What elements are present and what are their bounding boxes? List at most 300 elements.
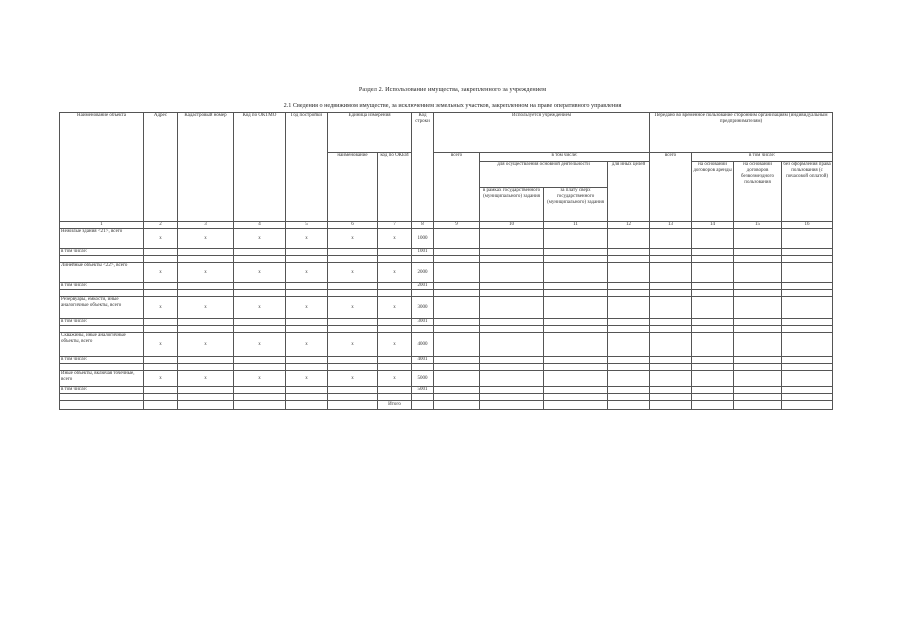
empty-cell xyxy=(378,249,412,256)
empty-cell xyxy=(412,290,434,297)
object-name: Резервуары, емкости, иные аналогичные объекты, всего xyxy=(60,297,144,319)
x-mark: х xyxy=(144,229,178,249)
empty-cell xyxy=(286,256,328,263)
col-name-header: Наименование объекта xyxy=(60,113,144,222)
empty-cell xyxy=(782,290,833,297)
empty-cell xyxy=(544,256,608,263)
empty-cell xyxy=(178,357,234,364)
empty-cell xyxy=(480,290,544,297)
empty-cell xyxy=(434,333,480,357)
sub-row-code: 5001 xyxy=(412,387,434,394)
empty-cell xyxy=(234,394,286,401)
empty-cell xyxy=(650,229,692,249)
empty-cell xyxy=(608,371,650,387)
empty-cell xyxy=(234,290,286,297)
empty-cell xyxy=(60,290,144,297)
row-code: 5000 xyxy=(412,371,434,387)
x-mark: х xyxy=(178,333,234,357)
empty-cell xyxy=(480,263,544,283)
empty-cell xyxy=(692,256,734,263)
col-unit-name-header: наименование xyxy=(328,153,378,222)
empty-cell xyxy=(434,401,480,410)
empty-cell xyxy=(650,290,692,297)
empty-cell xyxy=(144,326,178,333)
empty-cell xyxy=(178,394,234,401)
empty-cell xyxy=(328,326,378,333)
empty-cell xyxy=(692,229,734,249)
sub-row-code: 2001 xyxy=(412,283,434,290)
empty-cell xyxy=(650,401,692,410)
empty-cell xyxy=(782,401,833,410)
empty-cell xyxy=(544,229,608,249)
x-mark: х xyxy=(378,371,412,387)
x-mark: х xyxy=(328,297,378,319)
col-number: 3 xyxy=(178,222,234,229)
empty-cell xyxy=(608,364,650,371)
col-used-total-header: всего xyxy=(434,153,480,222)
empty-cell xyxy=(650,387,692,394)
empty-cell xyxy=(650,326,692,333)
col-number: 15 xyxy=(734,222,782,229)
empty-cell xyxy=(782,297,833,319)
empty-cell xyxy=(434,326,480,333)
empty-cell xyxy=(434,249,480,256)
empty-cell xyxy=(650,263,692,283)
empty-cell xyxy=(782,357,833,364)
empty-cell xyxy=(734,319,782,326)
empty-cell xyxy=(650,297,692,319)
empty-cell xyxy=(782,249,833,256)
x-mark: х xyxy=(378,229,412,249)
empty-cell xyxy=(328,394,378,401)
sub-label: в том числе: xyxy=(60,357,144,364)
x-mark: х xyxy=(286,263,328,283)
empty-cell xyxy=(782,229,833,249)
empty-cell xyxy=(60,326,144,333)
empty-cell xyxy=(434,394,480,401)
col-number: 1 xyxy=(60,222,144,229)
object-name: Скважины, иные аналогичные объекты, всего xyxy=(60,333,144,357)
row-code: 2000 xyxy=(412,263,434,283)
sub-label: в том числе: xyxy=(60,283,144,290)
x-mark: х xyxy=(328,229,378,249)
col-no-rights-header: без оформления права пользования (с почасовой оплатой) xyxy=(782,162,833,222)
x-mark: х xyxy=(234,229,286,249)
empty-cell xyxy=(434,290,480,297)
empty-cell xyxy=(692,394,734,401)
empty-cell xyxy=(286,394,328,401)
sub-row-code: 4001 xyxy=(412,357,434,364)
data-rows xyxy=(60,229,833,401)
total-row xyxy=(60,401,833,410)
empty-cell xyxy=(480,326,544,333)
empty-cell xyxy=(60,394,144,401)
empty-cell xyxy=(178,319,234,326)
empty-cell xyxy=(234,387,286,394)
sub-label: в том числе: xyxy=(60,319,144,326)
table-row xyxy=(60,394,833,401)
empty-cell xyxy=(480,387,544,394)
empty-cell xyxy=(328,357,378,364)
empty-cell xyxy=(434,357,480,364)
col-unit-header: Единица измерения xyxy=(328,113,412,153)
empty-cell xyxy=(378,256,412,263)
empty-cell xyxy=(734,256,782,263)
empty-cell xyxy=(412,256,434,263)
x-mark: х xyxy=(234,333,286,357)
empty-cell xyxy=(608,290,650,297)
empty-cell xyxy=(412,394,434,401)
x-mark: х xyxy=(328,333,378,357)
empty-cell xyxy=(178,326,234,333)
empty-cell xyxy=(480,357,544,364)
empty-cell xyxy=(782,256,833,263)
object-name: Иные объекты, включая точечные, всего xyxy=(60,371,144,387)
row-code: 4000 xyxy=(412,333,434,357)
property-table xyxy=(59,112,833,410)
col-transferred-header: Передано во временное пользование сторонним организациям (индивидуальным предпринимателям) xyxy=(650,113,833,153)
empty-cell xyxy=(480,394,544,401)
empty-cell xyxy=(328,401,378,410)
empty-cell xyxy=(328,387,378,394)
empty-cell xyxy=(692,290,734,297)
empty-cell xyxy=(608,319,650,326)
x-mark: х xyxy=(328,263,378,283)
empty-cell xyxy=(378,364,412,371)
empty-cell xyxy=(782,263,833,283)
empty-cell xyxy=(434,364,480,371)
empty-cell xyxy=(434,297,480,319)
empty-cell xyxy=(286,290,328,297)
row-code: 1000 xyxy=(412,229,434,249)
col-number: 11 xyxy=(544,222,608,229)
column-numbers-row xyxy=(60,222,833,229)
empty-cell xyxy=(692,249,734,256)
empty-cell xyxy=(144,364,178,371)
sub-label: в том числе: xyxy=(60,387,144,394)
empty-cell xyxy=(650,319,692,326)
empty-cell xyxy=(286,319,328,326)
empty-cell xyxy=(480,229,544,249)
empty-cell xyxy=(544,263,608,283)
object-name: Нежилые здания <21>, всего xyxy=(60,229,144,249)
table-row xyxy=(60,249,833,256)
empty-cell xyxy=(412,326,434,333)
section-title: Раздел 2. Использование имущества, закрепленного за учреждением xyxy=(358,86,547,93)
x-mark: х xyxy=(286,229,328,249)
empty-cell xyxy=(328,319,378,326)
empty-cell xyxy=(412,401,434,410)
empty-cell xyxy=(178,283,234,290)
empty-cell xyxy=(234,326,286,333)
empty-cell xyxy=(650,333,692,357)
table-row xyxy=(60,364,833,371)
empty-cell xyxy=(144,256,178,263)
col-number: 16 xyxy=(782,222,833,229)
col-free-use-header: на основании договоров безвозмездного пользования xyxy=(734,162,782,222)
col-oktmo-header: Код по ОКТМО xyxy=(234,113,286,222)
empty-cell xyxy=(480,371,544,387)
empty-cell xyxy=(544,401,608,410)
empty-cell xyxy=(734,326,782,333)
empty-cell xyxy=(692,263,734,283)
x-mark: х xyxy=(286,371,328,387)
sub-label: в том числе: xyxy=(60,249,144,256)
empty-cell xyxy=(144,283,178,290)
empty-cell xyxy=(286,249,328,256)
empty-cell xyxy=(378,357,412,364)
empty-cell xyxy=(608,394,650,401)
empty-cell xyxy=(734,263,782,283)
empty-cell xyxy=(234,283,286,290)
empty-cell xyxy=(782,387,833,394)
col-including2-header: в том числе: xyxy=(692,153,833,162)
table-row xyxy=(60,326,833,333)
col-number: 9 xyxy=(434,222,480,229)
x-mark: х xyxy=(328,371,378,387)
col-year-header: Год постройки xyxy=(286,113,328,222)
empty-cell xyxy=(734,283,782,290)
col-number: 2 xyxy=(144,222,178,229)
empty-cell xyxy=(544,283,608,290)
empty-cell xyxy=(734,229,782,249)
x-mark: х xyxy=(378,263,412,283)
col-paid-services-header: за плату сверх государственного (муниципального) задания xyxy=(544,188,608,222)
empty-cell xyxy=(234,256,286,263)
empty-cell xyxy=(692,333,734,357)
empty-cell xyxy=(286,364,328,371)
empty-cell xyxy=(378,326,412,333)
table-row xyxy=(60,387,833,394)
empty-cell xyxy=(734,371,782,387)
table-row xyxy=(60,357,833,364)
empty-cell xyxy=(544,319,608,326)
col-lease-header: на основании договоров аренды xyxy=(692,162,734,222)
x-mark: х xyxy=(286,333,328,357)
sub-row-code: 1001 xyxy=(412,249,434,256)
empty-cell xyxy=(608,249,650,256)
empty-cell xyxy=(734,290,782,297)
empty-cell xyxy=(608,387,650,394)
empty-cell xyxy=(434,387,480,394)
empty-cell xyxy=(328,290,378,297)
empty-cell xyxy=(608,229,650,249)
empty-cell xyxy=(144,249,178,256)
empty-cell xyxy=(544,249,608,256)
x-mark: х xyxy=(234,371,286,387)
empty-cell xyxy=(286,387,328,394)
empty-cell xyxy=(178,290,234,297)
empty-cell xyxy=(60,401,144,410)
empty-cell xyxy=(328,364,378,371)
x-mark: х xyxy=(234,263,286,283)
empty-cell xyxy=(734,387,782,394)
col-number: 12 xyxy=(608,222,650,229)
empty-cell xyxy=(144,401,178,410)
empty-cell xyxy=(734,249,782,256)
empty-cell xyxy=(608,283,650,290)
empty-cell xyxy=(782,394,833,401)
x-mark: х xyxy=(144,297,178,319)
empty-cell xyxy=(544,297,608,319)
empty-cell xyxy=(328,256,378,263)
x-mark: х xyxy=(144,371,178,387)
col-cadastral-header: Кадастровый номер xyxy=(178,113,234,222)
empty-cell xyxy=(692,401,734,410)
empty-cell xyxy=(782,333,833,357)
empty-cell xyxy=(650,249,692,256)
empty-cell xyxy=(144,394,178,401)
empty-cell xyxy=(434,256,480,263)
empty-cell xyxy=(328,249,378,256)
empty-cell xyxy=(692,283,734,290)
empty-cell xyxy=(378,290,412,297)
x-mark: х xyxy=(178,297,234,319)
empty-cell xyxy=(692,387,734,394)
empty-cell xyxy=(734,364,782,371)
col-main-activity-header: для осуществления основной деятельности xyxy=(480,162,608,188)
empty-cell xyxy=(608,326,650,333)
empty-cell xyxy=(608,357,650,364)
empty-cell xyxy=(692,319,734,326)
empty-cell xyxy=(144,290,178,297)
empty-cell xyxy=(650,364,692,371)
empty-cell xyxy=(650,371,692,387)
empty-cell xyxy=(692,357,734,364)
empty-cell xyxy=(378,283,412,290)
empty-cell xyxy=(734,394,782,401)
empty-cell xyxy=(650,357,692,364)
x-mark: х xyxy=(286,297,328,319)
table-row xyxy=(60,283,833,290)
empty-cell xyxy=(434,371,480,387)
empty-cell xyxy=(782,326,833,333)
empty-cell xyxy=(412,364,434,371)
empty-cell xyxy=(286,357,328,364)
empty-cell xyxy=(650,283,692,290)
empty-cell xyxy=(692,326,734,333)
empty-cell xyxy=(544,333,608,357)
x-mark: х xyxy=(378,333,412,357)
col-number: 5 xyxy=(286,222,328,229)
empty-cell xyxy=(544,357,608,364)
empty-cell xyxy=(144,387,178,394)
x-mark: х xyxy=(234,297,286,319)
object-name: Линейные объекты <22>, всего xyxy=(60,263,144,283)
x-mark: х xyxy=(378,297,412,319)
empty-cell xyxy=(286,283,328,290)
empty-cell xyxy=(434,319,480,326)
col-number: 4 xyxy=(234,222,286,229)
empty-cell xyxy=(480,401,544,410)
empty-cell xyxy=(378,394,412,401)
empty-cell xyxy=(608,263,650,283)
x-mark: х xyxy=(144,333,178,357)
empty-cell xyxy=(178,249,234,256)
col-number: 6 xyxy=(328,222,378,229)
table-row xyxy=(60,290,833,297)
col-row-code-header: Код строки xyxy=(412,113,434,222)
empty-cell xyxy=(480,319,544,326)
empty-cell xyxy=(234,357,286,364)
table-row xyxy=(60,333,833,357)
table-row xyxy=(60,256,833,263)
table-row xyxy=(60,229,833,249)
empty-cell xyxy=(328,283,378,290)
empty-cell xyxy=(434,263,480,283)
empty-cell xyxy=(60,256,144,263)
col-unit-okei-header: код по ОКЕИ xyxy=(378,153,412,222)
empty-cell xyxy=(480,333,544,357)
table-row xyxy=(60,263,833,283)
empty-cell xyxy=(544,394,608,401)
table-row xyxy=(60,297,833,319)
empty-cell xyxy=(480,297,544,319)
empty-cell xyxy=(544,326,608,333)
col-number: 14 xyxy=(692,222,734,229)
empty-cell xyxy=(234,401,286,410)
empty-cell xyxy=(782,319,833,326)
subsection-title: 2.1 Сведения о недвижимом имуществе, за исключением земельных участков, закрепленном на праве оперативного управления xyxy=(283,102,622,109)
empty-cell xyxy=(734,297,782,319)
empty-cell xyxy=(650,394,692,401)
empty-cell xyxy=(178,256,234,263)
empty-cell xyxy=(608,297,650,319)
col-transferred-total-header: всего xyxy=(650,153,692,222)
empty-cell xyxy=(378,387,412,394)
empty-cell xyxy=(544,387,608,394)
empty-cell xyxy=(734,333,782,357)
empty-cell xyxy=(692,297,734,319)
empty-cell xyxy=(782,371,833,387)
table-row xyxy=(60,319,833,326)
empty-cell xyxy=(60,364,144,371)
empty-cell xyxy=(734,357,782,364)
x-mark: х xyxy=(178,229,234,249)
col-state-task-header: в рамках государственного (муниципального) задания xyxy=(480,188,544,222)
col-number: 13 xyxy=(650,222,692,229)
empty-cell xyxy=(782,283,833,290)
col-other-purposes-header: для иных целей xyxy=(608,162,650,222)
empty-cell xyxy=(734,401,782,410)
col-including-header: в том числе: xyxy=(480,153,650,162)
empty-cell xyxy=(144,319,178,326)
empty-cell xyxy=(544,290,608,297)
empty-cell xyxy=(178,401,234,410)
col-number: 10 xyxy=(480,222,544,229)
sub-row-code: 3001 xyxy=(412,319,434,326)
empty-cell xyxy=(650,256,692,263)
empty-cell xyxy=(144,357,178,364)
empty-cell xyxy=(286,401,328,410)
empty-cell xyxy=(544,371,608,387)
empty-cell xyxy=(286,326,328,333)
empty-cell xyxy=(234,249,286,256)
empty-cell xyxy=(782,364,833,371)
empty-cell xyxy=(178,387,234,394)
empty-cell xyxy=(480,256,544,263)
col-number: 8 xyxy=(412,222,434,229)
col-number: 7 xyxy=(378,222,412,229)
empty-cell xyxy=(544,364,608,371)
empty-cell xyxy=(434,229,480,249)
col-address-header: Адрес xyxy=(144,113,178,222)
x-mark: х xyxy=(144,263,178,283)
total-label: Итого xyxy=(378,401,412,410)
empty-cell xyxy=(608,333,650,357)
empty-cell xyxy=(234,319,286,326)
col-used-header: Используется учреждением xyxy=(434,113,650,153)
